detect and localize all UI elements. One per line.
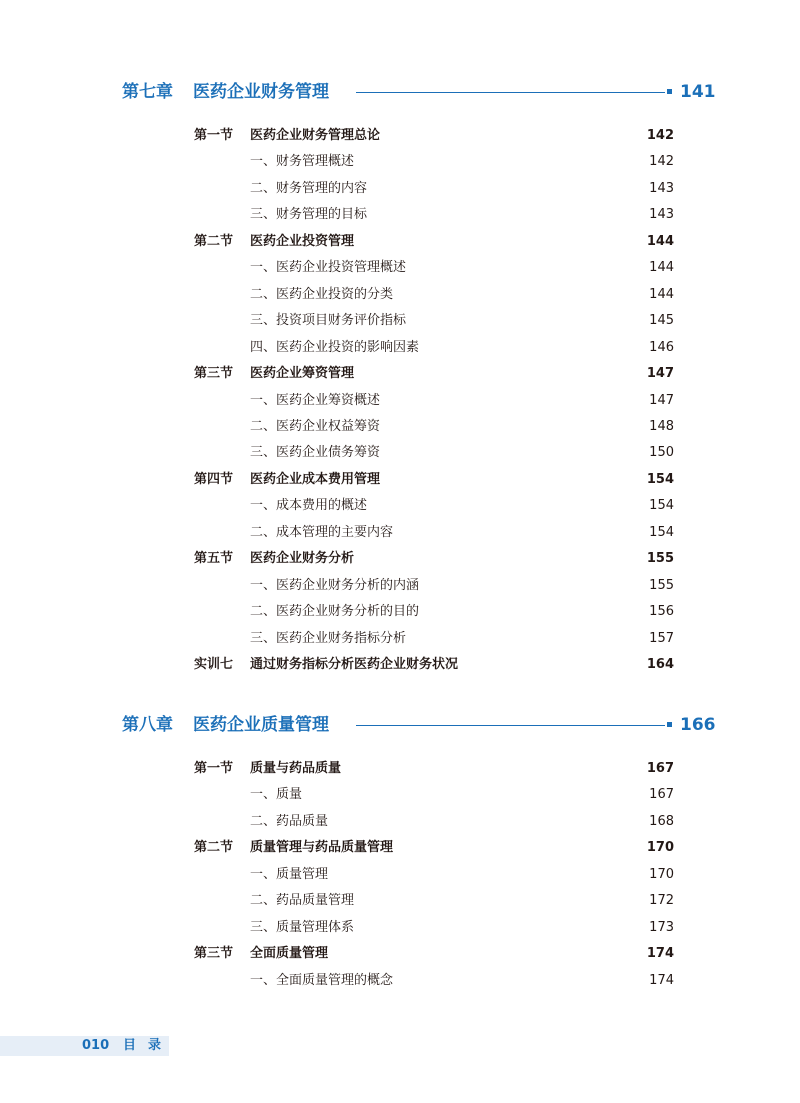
toc-item-row[interactable]: [0, 255, 800, 281]
toc-section-row[interactable]: [0, 941, 800, 967]
toc-item-row[interactable]: [0, 282, 800, 308]
item-title: 一、质量: [250, 787, 303, 803]
section-label: 第五节: [194, 551, 234, 567]
section-title: 医药企业成本费用管理: [250, 471, 381, 487]
item-title: 一、成本费用的概述: [250, 498, 368, 514]
item-title: 一、医药企业投资管理概述: [250, 260, 407, 276]
entry-page-number: 168: [649, 813, 674, 829]
item-title: 一、全面质量管理的概念: [250, 972, 394, 988]
toc-section-row[interactable]: [0, 361, 800, 387]
entry-page-number: 170: [649, 866, 674, 882]
chapter-label: 第八章: [122, 715, 173, 735]
item-title: 二、药品质量: [250, 813, 329, 829]
section-label: 第三节: [194, 946, 234, 962]
entry-page-number: 174: [649, 972, 674, 988]
section-label: 第四节: [194, 471, 234, 487]
entry-page-number: 154: [646, 471, 674, 487]
entry-page-number: 142: [649, 154, 674, 170]
toc-item-row[interactable]: [0, 862, 800, 888]
leader-line: [356, 92, 665, 93]
toc-item-row[interactable]: [0, 626, 800, 652]
toc-item-row[interactable]: [0, 809, 800, 835]
entry-page-number: 148: [649, 418, 674, 434]
entry-page-number: 155: [646, 551, 674, 567]
footer-label: 目录: [123, 1038, 174, 1053]
toc-item-row[interactable]: [0, 520, 800, 546]
entry-page-number: 143: [649, 207, 674, 223]
entry-page-number: 167: [649, 787, 674, 803]
section-title: 全面质量管理: [250, 946, 329, 962]
section-title: 质量管理与药品质量管理: [250, 840, 394, 856]
item-title: 一、质量管理: [250, 866, 329, 882]
chapter-title: [122, 77, 329, 107]
entry-page-number: 167: [646, 761, 674, 776]
item-title: 二、医药企业投资的分类: [250, 286, 394, 302]
toc-item-row[interactable]: [0, 440, 800, 466]
entry-page-number: 156: [649, 604, 674, 620]
chapter-name: 医药企业财务管理: [193, 82, 329, 102]
entry-page-number: 157: [649, 630, 674, 646]
section-title: 医药企业投资管理: [250, 233, 355, 249]
chapter-heading[interactable]: [0, 710, 800, 740]
toc-item-row[interactable]: [0, 782, 800, 808]
entry-page-number: 146: [649, 339, 674, 355]
item-title: 二、财务管理的内容: [250, 180, 368, 196]
item-title: 一、医药企业筹资概述: [250, 392, 381, 408]
section-title: 医药企业财务分析: [250, 551, 355, 567]
entry-page-number: 174: [646, 946, 674, 962]
toc-section-row[interactable]: [0, 229, 800, 255]
entry-page-number: 144: [649, 286, 674, 302]
item-title: 三、医药企业财务指标分析: [250, 630, 407, 646]
toc-item-row[interactable]: [0, 968, 800, 994]
toc-item-row[interactable]: [0, 388, 800, 414]
section-label: 第一节: [194, 128, 234, 143]
item-title: 二、医药企业财务分析的目的: [250, 604, 420, 620]
entry-page-number: 147: [646, 366, 674, 382]
section-label: 第三节: [194, 366, 234, 382]
section-label: 第二节: [194, 233, 234, 249]
entry-page-number: 143: [649, 180, 674, 196]
item-title: 三、质量管理体系: [250, 919, 355, 935]
chapter-page-number: 166: [680, 715, 716, 735]
entry-page-number: 150: [649, 445, 674, 461]
toc-item-row[interactable]: [0, 573, 800, 599]
entry-page-number: 155: [649, 577, 674, 593]
toc-item-row[interactable]: [0, 599, 800, 625]
chapter-name: 医药企业质量管理: [193, 715, 329, 735]
entry-page-number: 144: [649, 260, 674, 276]
section-title: 医药企业财务管理总论: [250, 128, 381, 143]
toc-item-row[interactable]: [0, 176, 800, 202]
toc-item-row[interactable]: [0, 335, 800, 361]
toc-section-row[interactable]: [0, 756, 800, 782]
section-label: 实训七: [194, 657, 234, 672]
chapter-page-number: 141: [680, 82, 716, 102]
entry-page-number: 147: [649, 392, 674, 408]
item-title: 一、财务管理概述: [250, 154, 355, 170]
item-title: 二、医药企业权益筹资: [250, 418, 381, 434]
item-title: 三、财务管理的目标: [250, 207, 368, 223]
item-title: 一、医药企业财务分析的内涵: [250, 577, 420, 593]
item-title: 四、医药企业投资的影响因素: [250, 339, 420, 355]
entry-page-number: 164: [646, 657, 674, 672]
toc-item-row[interactable]: [0, 915, 800, 941]
chapter-label: 第七章: [122, 82, 173, 102]
toc-section-row[interactable]: [0, 652, 800, 678]
entry-page-number: 154: [649, 524, 674, 540]
leader-square-marker: [667, 722, 672, 727]
entry-page-number: 172: [649, 893, 674, 909]
section-label: 第二节: [194, 840, 234, 856]
toc-item-row[interactable]: [0, 493, 800, 519]
toc-section-row[interactable]: [0, 467, 800, 493]
item-title: 二、药品质量管理: [250, 893, 355, 909]
leader-line: [356, 725, 665, 726]
section-title: 医药企业筹资管理: [250, 366, 355, 382]
toc-item-row[interactable]: [0, 414, 800, 440]
leader-square-marker: [667, 89, 672, 94]
toc-section-row[interactable]: [0, 546, 800, 572]
toc-item-row[interactable]: [0, 308, 800, 334]
toc-section-row[interactable]: [0, 835, 800, 861]
entry-page-number: 142: [646, 128, 674, 143]
entry-page-number: 144: [646, 233, 674, 249]
toc-section-row[interactable]: [0, 123, 800, 149]
toc-item-row[interactable]: [0, 202, 800, 228]
item-title: 三、投资项目财务评价指标: [250, 313, 407, 329]
toc-item-row[interactable]: [0, 888, 800, 914]
section-title: 质量与药品质量: [250, 761, 342, 776]
page-number: 010: [82, 1038, 110, 1053]
entry-page-number: 145: [649, 313, 674, 329]
entry-page-number: 154: [649, 498, 674, 514]
item-title: 二、成本管理的主要内容: [250, 524, 394, 540]
item-title: 三、医药企业债务筹资: [250, 445, 381, 461]
chapter-heading[interactable]: [0, 77, 800, 107]
section-title: 通过财务指标分析医药企业财务状况: [250, 657, 459, 672]
entry-page-number: 170: [646, 840, 674, 856]
toc-item-row[interactable]: [0, 149, 800, 175]
entry-page-number: 173: [649, 919, 674, 935]
chapter-title: [122, 710, 329, 740]
section-label: 第一节: [194, 761, 234, 776]
